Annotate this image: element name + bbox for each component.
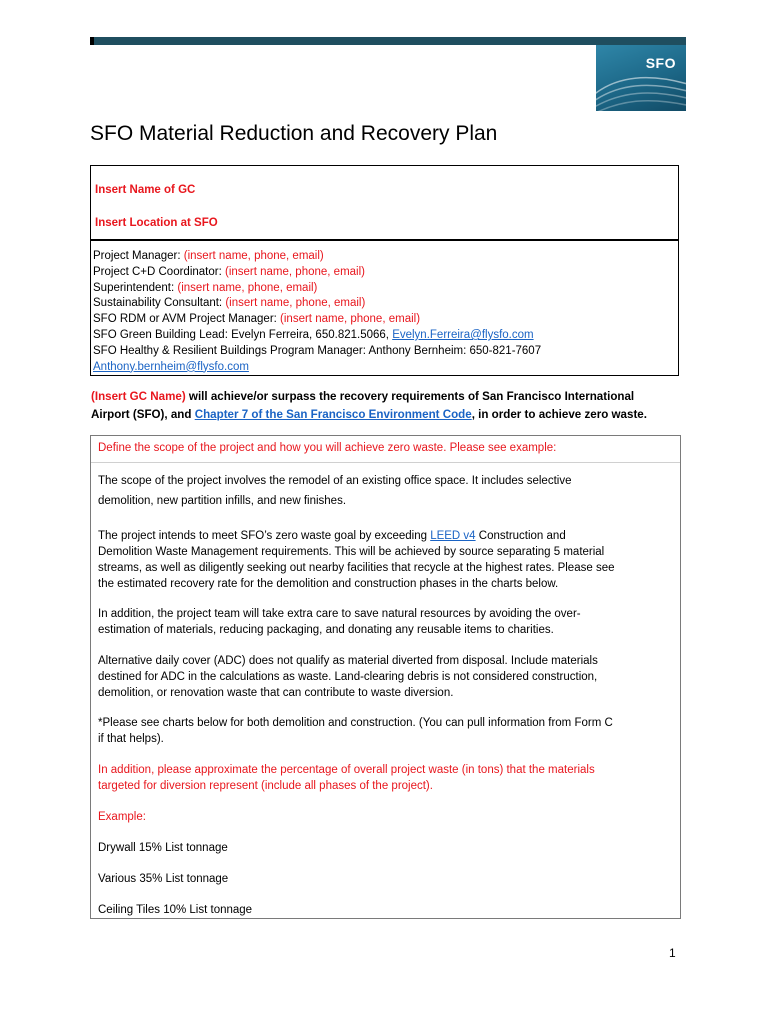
scope-paragraph-4-line-3: demolition, or renovation waste that can contribute to waste diversion. (98, 687, 454, 699)
contacts-box (90, 240, 679, 376)
scope-paragraph-4-line-2: destined for ADC in the calculations as waste. Land-clearing debris is not considered construction, (98, 671, 598, 683)
scope-paragraph-5-line-1: *Please see charts below for both demolition and construction. (You can pull information from Form C (98, 717, 613, 729)
scope-paragraph-6-line-2: targeted for diversion represent (include all phases of the project). (98, 780, 433, 792)
contact-rdm-avm-manager: SFO RDM or AVM Project Manager: (insert name, phone, email) (93, 313, 421, 326)
scope-paragraph-4-line-1: Alternative daily cover (ADC) does not qualify as material diverted from disposal. Include materials (98, 655, 598, 667)
header-bar (90, 37, 686, 45)
contact-sustainability-consultant: Sustainability Consultant: (insert name, phone, email) (93, 297, 366, 310)
scope-paragraph-1-line-1: The scope of the project involves the remodel of an existing office space. It includes selective (98, 475, 572, 487)
contact-healthy-email-row (93, 360, 678, 376)
sfo-logo (596, 45, 686, 111)
scope-heading: Define the scope of the project and how you will achieve zero waste. Please see example: (98, 442, 557, 454)
gc-location-placeholder: Insert Location at SFO (95, 217, 218, 229)
page-number: 1 (669, 946, 676, 960)
healthy-manager-email-link[interactable]: Anthony.bernheim@flysfo.com (93, 360, 249, 373)
scope-paragraph-1-line-2: demolition, new partition infills, and new finishes. (98, 495, 347, 507)
example-item-ceiling-tiles: Ceiling Tiles 10% List tonnage (98, 904, 253, 916)
scope-divider (91, 462, 680, 463)
scope-paragraph-2-line-2: Demolition Waste Management requirements. This will be achieved by source separating 5 material (98, 546, 605, 558)
page-title: SFO Material Reduction and Recovery Plan (90, 122, 498, 145)
example-label: Example: (98, 811, 146, 823)
green-lead-email-link[interactable]: Evelyn.Ferreira@flysfo.com (392, 328, 534, 341)
contact-project-manager: Project Manager: (insert name, phone, email) (93, 250, 324, 262)
scope-paragraph-2-line-4: the estimated recovery rate for the demolition and construction phases in the charts below. (98, 578, 559, 590)
scope-paragraph-3-line-2: estimation of materials, reducing packaging, and donating any reusable items to charities. (98, 624, 554, 636)
gc-name-inline-placeholder: (Insert GC Name) (91, 390, 186, 403)
achieve-statement: (Insert GC Name) will achieve/or surpass the recovery requirements of San Francisco International Airport (SFO), and Chapter 7 of the San Francisco Environment Code, in order to achieve zero waste. (91, 390, 647, 421)
logo-text: SFO (645, 55, 676, 71)
scope-paragraph-2-line-3: streams, as well as diligently seeking out nearby facilities that recycle at the highest rates. Please see (98, 562, 615, 574)
contact-green-building-lead: SFO Green Building Lead: Evelyn Ferreira, 650.821.5066, Evelyn.Ferreira@flysfo.com (93, 328, 534, 341)
scope-paragraph-6-line-1: In addition, please approximate the percentage of overall project waste (in tons) that the materials (98, 764, 595, 776)
gc-info-box (90, 165, 679, 240)
scope-paragraph-3-line-1: In addition, the project team will take extra care to save natural resources by avoiding the over- (98, 608, 581, 620)
example-item-various: Various 35% List tonnage (98, 873, 229, 885)
scope-paragraph-5-line-2: if that helps). (98, 733, 164, 745)
leed-v4-link[interactable]: LEED v4 (430, 530, 476, 542)
environment-code-link[interactable]: Chapter 7 of the San Francisco Environment Code (194, 408, 472, 421)
example-item-drywall: Drywall 15% List tonnage (98, 842, 228, 854)
contact-cd-coordinator: Project C+D Coordinator: (insert name, phone, email) (93, 265, 365, 278)
scope-box (90, 435, 681, 919)
gc-name-placeholder: Insert Name of GC (95, 184, 196, 196)
contact-superintendent: Superintendent: (insert name, phone, email) (93, 281, 318, 294)
contact-healthy-buildings-manager: SFO Healthy & Resilient Buildings Program Manager: Anthony Bernheim: 650-821-7607 (93, 344, 542, 357)
scope-paragraph-2-line-1: The project intends to meet SFO’s zero waste goal by exceeding LEED v4 Construction and (98, 530, 566, 542)
